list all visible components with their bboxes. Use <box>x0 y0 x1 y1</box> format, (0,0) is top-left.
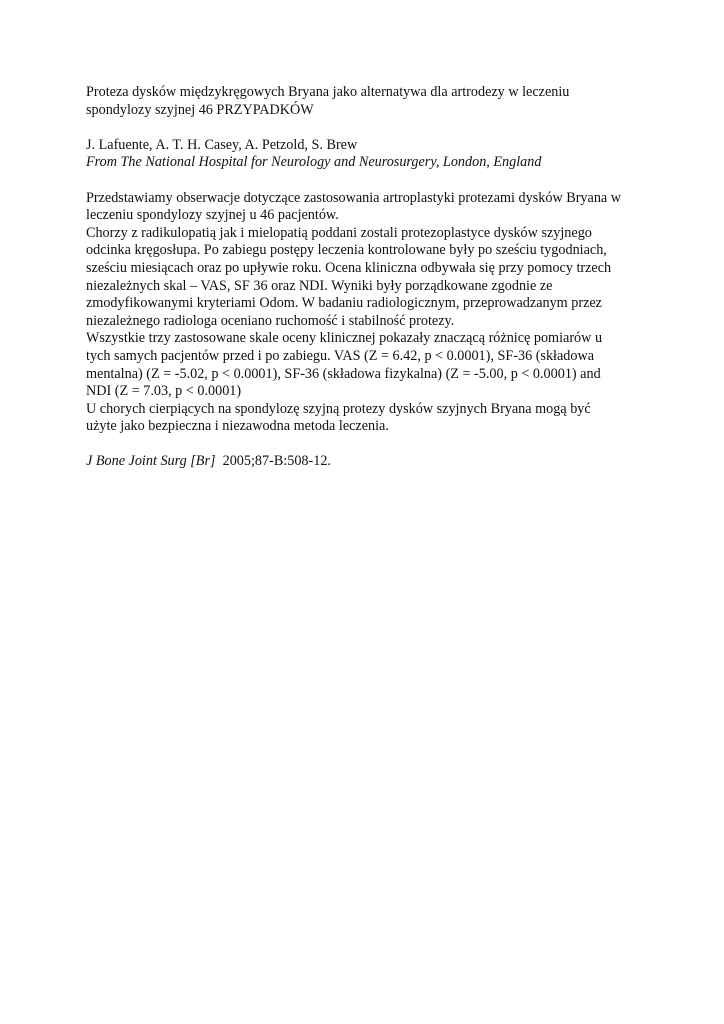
affiliation: From The National Hospital for Neurology and Neurosurgery, London, England <box>86 154 542 171</box>
document-page <box>86 84 646 471</box>
title-line-2: spondylozy szyjnej 46 PRZYPADKÓW <box>86 101 314 118</box>
abstract-line: leczeniu spondylozy szyjnej u 46 pacjentów. <box>86 207 339 224</box>
abstract-line: sześciu miesiącach oraz po upływie roku. Ocena kliniczna odbywała się przy pomocy trzech <box>86 259 612 276</box>
abstract-line: NDI (Z = 7.03, p < 0.0001) <box>86 383 242 400</box>
abstract <box>86 190 646 436</box>
spacer <box>86 436 646 454</box>
title <box>86 84 646 119</box>
authors: J. Lafuente, A. T. H. Casey, A. Petzold, S. Brew <box>86 136 358 153</box>
abstract-line: użyte jako bezpieczna i niezawodna metoda leczenia. <box>86 418 389 435</box>
abstract-line: Przedstawiamy obserwacje dotyczące zastosowania artroplastyki protezami dysków Bryana w <box>86 189 621 206</box>
abstract-line: U chorych cierpiących na spondylozę szyjną protezy dysków szyjnych Bryana mogą być <box>86 400 591 417</box>
citation-journal: J Bone Joint Surg [Br] <box>86 453 216 470</box>
citation <box>86 453 646 471</box>
abstract-line: niezależnego radiologa oceniano ruchomość i stabilność protezy. <box>86 312 455 329</box>
abstract-line: mentalna) (Z = -5.02, p < 0.0001), SF-36 (składowa fizykalna) (Z = -5.00, p < 0.0001) and <box>86 365 601 382</box>
spacer <box>86 119 646 137</box>
abstract-line: Chorzy z radikulopatią jak i mielopatią poddani zostali protezoplastyce dysków szyjnego <box>86 224 592 241</box>
spacer <box>86 172 646 190</box>
abstract-line: odcinka kręgosłupa. Po zabiegu postępy leczenia kontrolowane były po sześciu tygodniach, <box>86 242 607 259</box>
abstract-line: niezależnych skal – VAS, SF 36 oraz NDI. Wyniki były porządkowane zgodnie ze <box>86 277 553 294</box>
title-line-1: Proteza dysków międzykręgowych Bryana jako alternatywa dla artrodezy w leczeniu <box>86 84 570 100</box>
citation-details: 2005;87-B:508-12. <box>222 453 331 470</box>
abstract-line: tych samych pacjentów przed i po zabiegu. VAS (Z = 6.42, p < 0.0001), SF-36 (składowa <box>86 347 595 364</box>
abstract-line: zmodyfikowanymi kryteriami Odom. W badaniu radiologicznym, przeprowadzanym przez <box>86 295 602 312</box>
abstract-line: Wszystkie trzy zastosowane skale oceny klinicznej pokazały znaczącą różnicę pomiarów u <box>86 330 603 347</box>
